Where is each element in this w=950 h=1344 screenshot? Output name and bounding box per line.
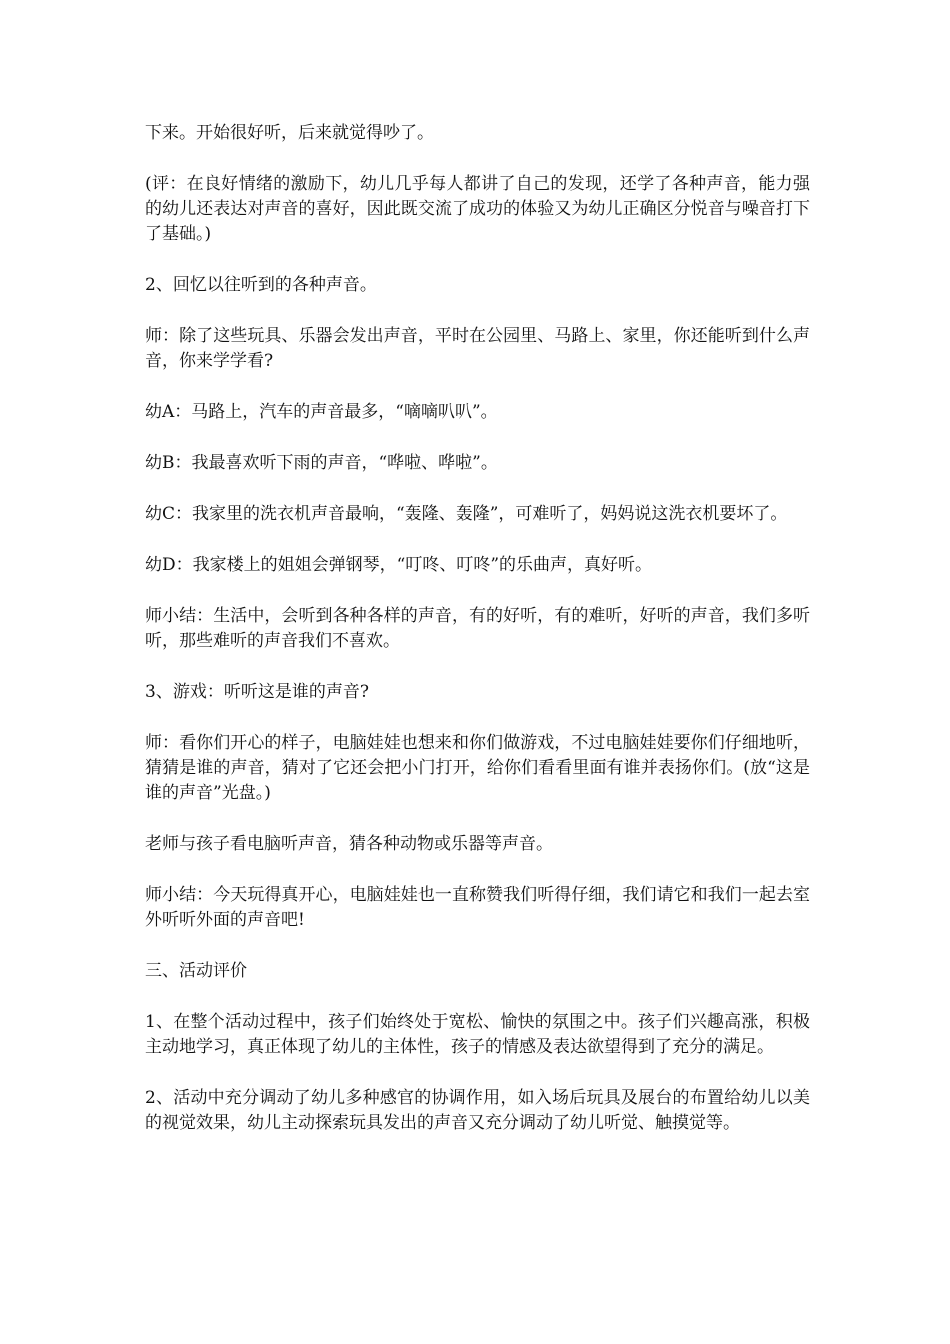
paragraph-child-b: 幼B：我最喜欢听下雨的声音，“哗啦、哗啦”。 xyxy=(145,453,498,473)
document-body xyxy=(145,121,810,1162)
paragraph-evaluation-1: 1、在整个活动过程中，孩子们始终处于宽松、愉快的氛围之中。孩子们兴趣高涨，积极主动地学习，真正体现了幼儿的主体性，孩子的情感及表达欲望得到了充分的满足。 xyxy=(145,1012,810,1057)
paragraph-teacher-game: 师：看你们开心的样子，电脑娃娃也想来和你们做游戏，不过电脑娃娃要你们仔细地听，猜猜是谁的声音，猜对了它还会把小门打开，给你们看看里面有谁并表扬你们。(放“这是谁的声音”光盘。) xyxy=(145,733,810,803)
paragraph-comment: (评：在良好情绪的激励下，幼儿几乎每人都讲了自己的发现，还学了各种声音，能力强的幼儿还表达对声音的喜好，因此既交流了成功的体验又为幼儿正确区分悦音与噪音打下了基础。) xyxy=(145,174,810,244)
paragraph-computer-activity: 老师与孩子看电脑听声音，猜各种动物或乐器等声音。 xyxy=(145,834,553,854)
paragraph-child-d: 幼D：我家楼上的姐姐会弹钢琴，“叮咚、叮咚”的乐曲声，真好听。 xyxy=(145,555,653,575)
paragraph-evaluation-2: 2、活动中充分调动了幼儿多种感官的协调作用，如入场后玩具及展台的布置给幼儿以美的视觉效果，幼儿主动探索玩具发出的声音又充分调动了幼儿听觉、触摸觉等。 xyxy=(145,1088,810,1133)
paragraph-teacher-summary-1: 师小结：生活中，会听到各种各样的声音，有的好听，有的难听，好听的声音，我们多听听，那些难听的声音我们不喜欢。 xyxy=(145,606,810,651)
section-heading-game: 3、游戏：听听这是谁的声音? xyxy=(145,682,369,702)
section-heading-recall: 2、回忆以往听到的各种声音。 xyxy=(145,275,377,295)
paragraph-child-c: 幼C：我家里的洗衣机声音最响，“轰隆、轰隆”，可难听了，妈妈说这洗衣机要坏了。 xyxy=(145,504,788,524)
section-heading-evaluation: 三、活动评价 xyxy=(145,961,247,981)
paragraph-teacher-question: 师：除了这些玩具、乐器会发出声音，平时在公园里、马路上、家里，你还能听到什么声音，你来学学看? xyxy=(145,326,810,371)
paragraph-continuation: 下来。开始很好听，后来就觉得吵了。 xyxy=(145,123,434,143)
paragraph-teacher-summary-2: 师小结：今天玩得真开心，电脑娃娃也一直称赞我们听得仔细，我们请它和我们一起去室外听听外面的声音吧! xyxy=(145,885,810,930)
paragraph-child-a: 幼A：马路上，汽车的声音最多，“嘀嘀叭叭”。 xyxy=(145,402,498,422)
